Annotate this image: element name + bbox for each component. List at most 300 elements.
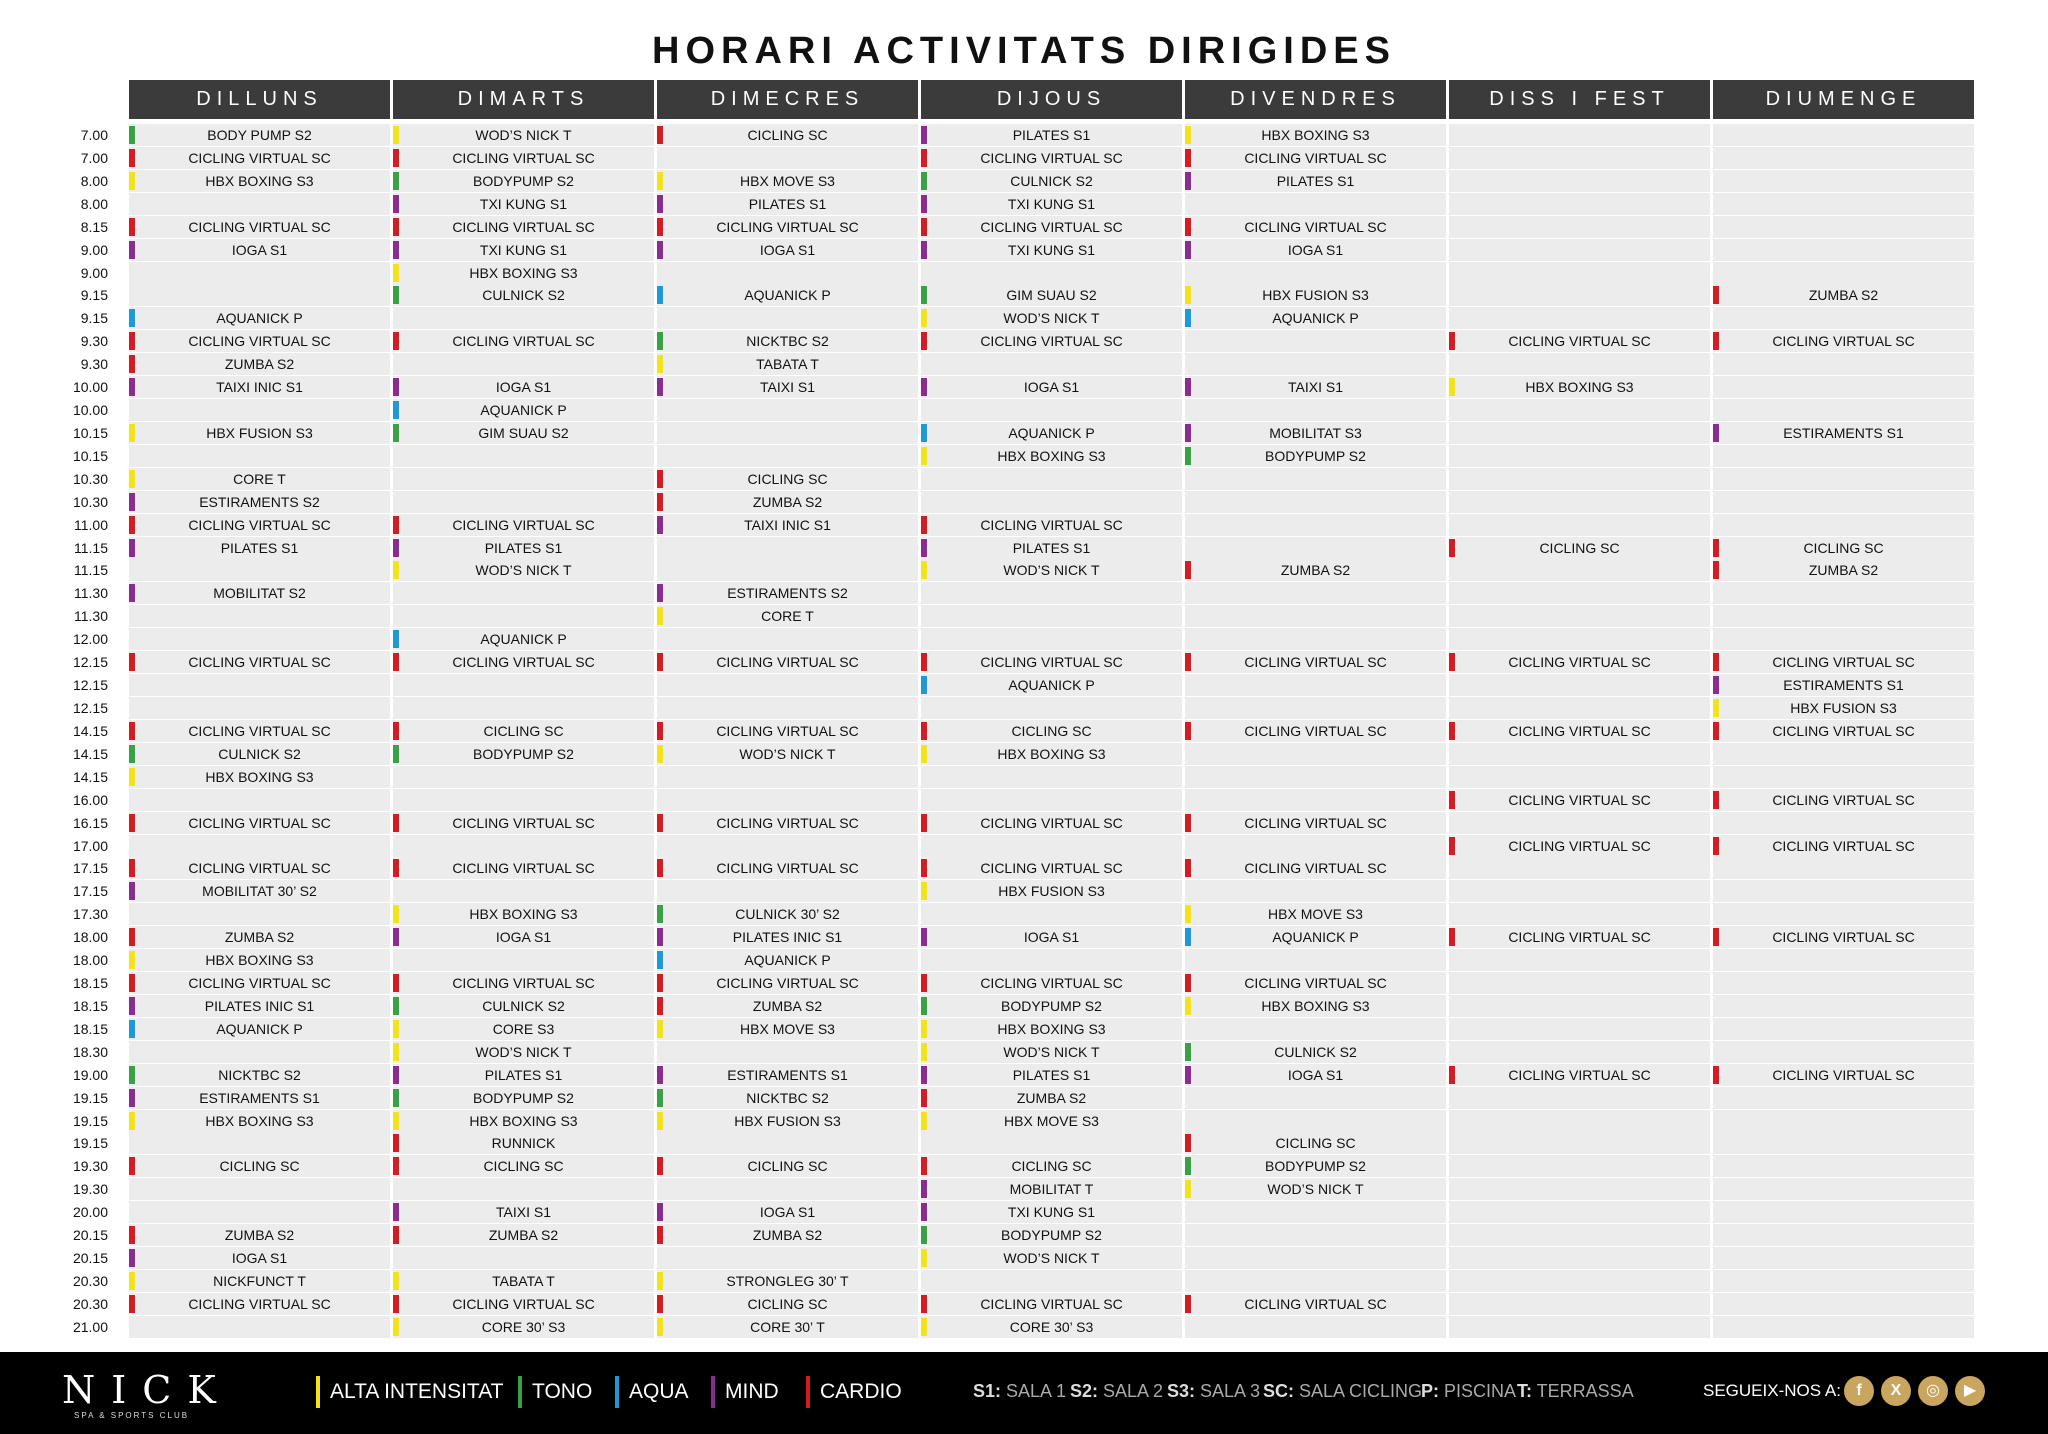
empty-cell bbox=[921, 399, 1182, 421]
activity-label: CICLING VIRTUAL SC bbox=[1508, 791, 1651, 808]
empty-cell bbox=[1449, 1155, 1710, 1177]
schedule-cell bbox=[129, 880, 390, 902]
activity-label: CICLING VIRTUAL SC bbox=[452, 149, 595, 166]
activity-label: CICLING VIRTUAL SC bbox=[716, 860, 859, 877]
empty-cell bbox=[1713, 262, 1974, 284]
activity-label: AQUANICK P bbox=[216, 1020, 303, 1037]
activity-label: AQUANICK P bbox=[744, 952, 831, 969]
empty-cell bbox=[921, 1132, 1182, 1154]
activity-label: CULNICK 30’ S2 bbox=[735, 906, 840, 923]
activity-label: CICLING VIRTUAL SC bbox=[1772, 722, 1915, 739]
activity-label: CORE 30’ S3 bbox=[481, 1318, 566, 1335]
time-label: 20.00 bbox=[72, 1204, 108, 1221]
empty-cell bbox=[1713, 972, 1974, 994]
empty-cell bbox=[1449, 766, 1710, 788]
activity-label: HBX FUSION S3 bbox=[998, 883, 1105, 900]
empty-cell bbox=[1449, 170, 1710, 192]
activity-label: PILATES S1 bbox=[1012, 1066, 1091, 1083]
schedule-cell bbox=[1185, 376, 1446, 398]
empty-cell bbox=[921, 582, 1182, 604]
activity-label: CICLING SC bbox=[1011, 1158, 1092, 1175]
activity-label: MOBILITAT S3 bbox=[1269, 424, 1362, 441]
activity-label: CORE 30’ S3 bbox=[1009, 1318, 1094, 1335]
empty-cell bbox=[1713, 1293, 1974, 1315]
empty-cell bbox=[921, 628, 1182, 650]
activity-label: CICLING VIRTUAL SC bbox=[1772, 333, 1915, 350]
empty-cell bbox=[657, 262, 918, 284]
schedule-cell bbox=[129, 926, 390, 948]
empty-cell bbox=[1449, 353, 1710, 375]
schedule-cell bbox=[657, 124, 918, 146]
activity-label: CICLING VIRTUAL SC bbox=[716, 814, 859, 831]
schedule-cell bbox=[657, 239, 918, 261]
empty-cell bbox=[1449, 1270, 1710, 1292]
legend-item bbox=[615, 1375, 689, 1409]
activity-label: HBX BOXING S3 bbox=[205, 952, 314, 969]
empty-cell bbox=[1713, 147, 1974, 169]
legend-label: MIND bbox=[725, 1380, 779, 1403]
activity-label: HBX FUSION S3 bbox=[1262, 287, 1369, 304]
activity-label: CICLING SC bbox=[1539, 539, 1620, 556]
empty-cell bbox=[1713, 1316, 1974, 1338]
activity-label: CULNICK S2 bbox=[482, 997, 565, 1014]
schedule-cell bbox=[657, 1316, 918, 1338]
schedule-cell bbox=[1185, 307, 1446, 329]
schedule-cell bbox=[129, 1155, 390, 1177]
empty-cell bbox=[1185, 537, 1446, 559]
empty-cell bbox=[921, 766, 1182, 788]
activity-label: TXI KUNG S1 bbox=[1007, 195, 1096, 212]
schedule-cell bbox=[393, 972, 654, 994]
schedule-cell bbox=[129, 1270, 390, 1292]
schedule-cell bbox=[129, 537, 390, 559]
legend-color-bar bbox=[316, 1376, 320, 1408]
schedule-cell bbox=[1449, 926, 1710, 948]
instagram-icon[interactable]: ◎ bbox=[1918, 1376, 1948, 1406]
day-header-diumenge: DIUMENGE bbox=[1713, 80, 1974, 119]
empty-cell bbox=[657, 559, 918, 581]
schedule-cell bbox=[393, 1201, 654, 1223]
time-label: 9.30 bbox=[80, 356, 108, 373]
time-label: 10.00 bbox=[72, 402, 108, 419]
activity-label: CICLING SC bbox=[747, 127, 828, 143]
schedule-cell bbox=[921, 1018, 1182, 1040]
schedule-cell bbox=[657, 972, 918, 994]
activity-label: CORE 30’ T bbox=[750, 1318, 825, 1335]
activity-label: BODYPUMP S2 bbox=[1001, 997, 1102, 1014]
time-label: 8.15 bbox=[80, 218, 108, 235]
activity-label: WOD’S NICK T bbox=[739, 745, 836, 762]
schedule-cell bbox=[921, 812, 1182, 834]
time-label: 18.15 bbox=[72, 975, 108, 992]
schedule-cell bbox=[921, 972, 1182, 994]
activity-label: BODYPUMP S2 bbox=[473, 1089, 574, 1106]
time-label: 18.15 bbox=[72, 997, 108, 1014]
empty-cell bbox=[657, 1247, 918, 1269]
empty-cell bbox=[1449, 1224, 1710, 1246]
schedule-cell bbox=[921, 1064, 1182, 1086]
empty-cell bbox=[1713, 445, 1974, 467]
schedule-cell bbox=[657, 903, 918, 925]
legend-item bbox=[316, 1375, 503, 1409]
schedule-cell bbox=[393, 193, 654, 215]
empty-cell bbox=[1713, 766, 1974, 788]
activity-label: CICLING VIRTUAL SC bbox=[188, 722, 331, 739]
activity-label: CICLING VIRTUAL SC bbox=[452, 333, 595, 350]
activity-label: CICLING VIRTUAL SC bbox=[188, 654, 331, 671]
time-label: 16.00 bbox=[72, 791, 108, 808]
empty-cell bbox=[129, 1132, 390, 1154]
legend-label: AQUA bbox=[629, 1380, 689, 1403]
activity-label: ZUMBA S2 bbox=[752, 997, 823, 1014]
activity-label: CICLING VIRTUAL SC bbox=[1508, 722, 1651, 739]
time-label: 8.00 bbox=[80, 195, 108, 212]
time-label: 12.00 bbox=[72, 631, 108, 648]
activity-label: CICLING SC bbox=[219, 1158, 300, 1175]
schedule-cell bbox=[1185, 445, 1446, 467]
schedule-cell bbox=[657, 330, 918, 352]
schedule-cell bbox=[129, 514, 390, 536]
schedule-cell bbox=[1185, 147, 1446, 169]
schedule-cell bbox=[1713, 926, 1974, 948]
empty-cell bbox=[393, 880, 654, 902]
schedule-cell bbox=[921, 193, 1182, 215]
empty-cell bbox=[1449, 307, 1710, 329]
activity-label: HBX BOXING S3 bbox=[469, 264, 578, 281]
schedule-cell bbox=[393, 628, 654, 650]
empty-cell bbox=[1449, 949, 1710, 971]
schedule-cell bbox=[1185, 1132, 1446, 1154]
schedule-cell bbox=[921, 880, 1182, 902]
empty-cell bbox=[1185, 674, 1446, 696]
activity-label: ZUMBA S2 bbox=[224, 929, 295, 946]
empty-cell bbox=[1713, 1155, 1974, 1177]
activity-label: AQUANICK P bbox=[480, 631, 567, 648]
activity-label: TXI KUNG S1 bbox=[1007, 241, 1096, 258]
schedule-cell bbox=[657, 720, 918, 742]
empty-cell bbox=[921, 949, 1182, 971]
activity-label: ESTIRAMENTS S1 bbox=[199, 1089, 320, 1106]
time-label: 9.15 bbox=[80, 310, 108, 327]
activity-label: CICLING VIRTUAL SC bbox=[1244, 814, 1387, 831]
empty-cell bbox=[129, 559, 390, 581]
activity-label: TAIXI INIC S1 bbox=[744, 516, 831, 533]
schedule-cell bbox=[657, 857, 918, 879]
empty-cell bbox=[1185, 1270, 1446, 1292]
empty-cell bbox=[129, 628, 390, 650]
time-label: 14.15 bbox=[72, 722, 108, 739]
empty-cell bbox=[657, 307, 918, 329]
schedule-cell bbox=[657, 353, 918, 375]
empty-cell bbox=[657, 766, 918, 788]
schedule-cell bbox=[1713, 284, 1974, 306]
schedule-cell bbox=[657, 1293, 918, 1315]
schedule-cell bbox=[921, 857, 1182, 879]
room-abbreviation bbox=[1263, 1381, 1422, 1402]
activity-label: HBX BOXING S3 bbox=[1261, 997, 1370, 1014]
empty-cell bbox=[129, 445, 390, 467]
schedule-cell bbox=[129, 124, 390, 146]
activity-label: AQUANICK P bbox=[216, 310, 303, 327]
time-label: 20.30 bbox=[72, 1295, 108, 1312]
legend-color-bar bbox=[518, 1376, 522, 1408]
empty-cell bbox=[1713, 628, 1974, 650]
schedule-cell bbox=[921, 1087, 1182, 1109]
schedule-cell bbox=[393, 239, 654, 261]
activity-label: ESTIRAMENTS S1 bbox=[1783, 677, 1904, 694]
schedule-cell bbox=[393, 1224, 654, 1246]
schedule-cell bbox=[657, 605, 918, 627]
empty-cell bbox=[1449, 1316, 1710, 1338]
activity-label: PILATES S1 bbox=[1012, 539, 1091, 556]
day-header-dilluns: DILLUNS bbox=[129, 80, 390, 119]
empty-cell bbox=[657, 399, 918, 421]
schedule-cell bbox=[921, 284, 1182, 306]
empty-cell bbox=[1449, 1293, 1710, 1315]
empty-cell bbox=[1449, 972, 1710, 994]
legend-label: CARDIO bbox=[820, 1380, 902, 1403]
activity-label: CICLING VIRTUAL SC bbox=[452, 516, 595, 533]
schedule-cell bbox=[921, 1155, 1182, 1177]
activity-label: PILATES S1 bbox=[220, 539, 299, 556]
activity-label: PILATES S1 bbox=[1012, 127, 1091, 143]
activity-label: IOGA S1 bbox=[231, 241, 288, 258]
schedule-cell bbox=[129, 1293, 390, 1315]
empty-cell bbox=[393, 789, 654, 811]
time-label: 11.15 bbox=[74, 562, 108, 579]
empty-cell bbox=[1713, 605, 1974, 627]
time-label: 18.00 bbox=[72, 952, 108, 969]
activity-label: ZUMBA S2 bbox=[1808, 562, 1879, 579]
activity-label: RUNNICK bbox=[491, 1135, 556, 1152]
time-label: 10.15 bbox=[72, 424, 108, 441]
activity-label: TAIXI INIC S1 bbox=[216, 379, 303, 396]
schedule-cell bbox=[1449, 330, 1710, 352]
empty-cell bbox=[1713, 491, 1974, 513]
schedule-cell bbox=[393, 995, 654, 1017]
empty-cell bbox=[1449, 262, 1710, 284]
time-label: 12.15 bbox=[72, 677, 108, 694]
empty-cell bbox=[1713, 1247, 1974, 1269]
schedule-cell bbox=[1185, 1293, 1446, 1315]
empty-cell bbox=[1449, 1201, 1710, 1223]
activity-label: CICLING SC bbox=[1803, 539, 1884, 556]
activity-label: CICLING VIRTUAL SC bbox=[980, 860, 1123, 877]
activity-label: CICLING VIRTUAL SC bbox=[1244, 1295, 1387, 1312]
schedule-cell bbox=[1449, 537, 1710, 559]
empty-cell bbox=[1713, 880, 1974, 902]
activity-label: WOD’S NICK T bbox=[1003, 562, 1100, 579]
schedule-cell bbox=[921, 537, 1182, 559]
activity-label: CICLING VIRTUAL SC bbox=[1244, 218, 1387, 235]
activity-label: BODYPUMP S2 bbox=[473, 172, 574, 189]
legend-item bbox=[711, 1375, 779, 1409]
day-header-dimecres: DIMECRES bbox=[657, 80, 918, 119]
schedule-cell bbox=[393, 124, 654, 146]
empty-cell bbox=[1713, 170, 1974, 192]
time-label: 9.00 bbox=[80, 241, 108, 258]
empty-cell bbox=[1449, 1041, 1710, 1063]
empty-cell bbox=[1449, 1087, 1710, 1109]
activity-label: CICLING SC bbox=[747, 1158, 828, 1175]
schedule-cell bbox=[1713, 559, 1974, 581]
empty-cell bbox=[1449, 284, 1710, 306]
activity-label: ZUMBA S2 bbox=[752, 493, 823, 510]
schedule-cell bbox=[1713, 789, 1974, 811]
schedule-cell bbox=[393, 422, 654, 444]
schedule-cell bbox=[393, 720, 654, 742]
empty-cell bbox=[1185, 949, 1446, 971]
empty-cell bbox=[1449, 193, 1710, 215]
activity-label: PILATES S1 bbox=[748, 195, 827, 212]
activity-label: PILATES INIC S1 bbox=[732, 929, 843, 946]
empty-cell bbox=[1713, 193, 1974, 215]
schedule-cell bbox=[657, 949, 918, 971]
activity-label: ZUMBA S2 bbox=[488, 1227, 559, 1244]
schedule-cell bbox=[1185, 216, 1446, 238]
empty-cell bbox=[1449, 147, 1710, 169]
empty-cell bbox=[657, 697, 918, 719]
schedule-cell bbox=[393, 376, 654, 398]
room-name: PISCINA bbox=[1439, 1381, 1517, 1401]
schedule-cell bbox=[1185, 857, 1446, 879]
activity-label: ESTIRAMENTS S2 bbox=[727, 585, 848, 602]
schedule-cell bbox=[1185, 1178, 1446, 1200]
empty-cell bbox=[1449, 1247, 1710, 1269]
empty-cell bbox=[1185, 1110, 1446, 1132]
activity-label: CICLING VIRTUAL SC bbox=[1244, 654, 1387, 671]
activity-label: HBX MOVE S3 bbox=[1004, 1112, 1099, 1129]
empty-cell bbox=[1713, 1178, 1974, 1200]
activity-label: BODYPUMP S2 bbox=[1265, 447, 1366, 464]
activity-label: PILATES S1 bbox=[484, 539, 563, 556]
schedule-cell bbox=[921, 422, 1182, 444]
activity-label: CICLING VIRTUAL SC bbox=[980, 1295, 1123, 1312]
schedule-cell bbox=[657, 1110, 918, 1132]
empty-cell bbox=[1185, 835, 1446, 857]
empty-cell bbox=[129, 1178, 390, 1200]
schedule-cell bbox=[393, 1087, 654, 1109]
activity-label: HBX BOXING S3 bbox=[997, 447, 1106, 464]
schedule-cell bbox=[1185, 651, 1446, 673]
schedule-cell bbox=[657, 995, 918, 1017]
time-label: 7.00 bbox=[80, 149, 108, 166]
time-label: 19.15 bbox=[72, 1089, 108, 1106]
activity-label: CICLING VIRTUAL SC bbox=[1772, 1066, 1915, 1083]
schedule-cell bbox=[129, 972, 390, 994]
follow-us-label: SEGUEIX-NOS A: bbox=[1703, 1381, 1841, 1400]
empty-cell bbox=[1185, 468, 1446, 490]
empty-cell bbox=[1449, 1110, 1710, 1132]
activity-label: CICLING VIRTUAL SC bbox=[716, 975, 859, 992]
room-name: SALA 2 bbox=[1098, 1381, 1164, 1401]
schedule-cell bbox=[393, 284, 654, 306]
empty-cell bbox=[921, 789, 1182, 811]
empty-cell bbox=[1185, 1201, 1446, 1223]
empty-cell bbox=[1185, 628, 1446, 650]
empty-cell bbox=[1185, 605, 1446, 627]
schedule-cell bbox=[1713, 835, 1974, 857]
activity-label: HBX BOXING S3 bbox=[1261, 127, 1370, 143]
activity-label: HBX BOXING S3 bbox=[469, 1112, 578, 1129]
schedule-cell bbox=[1185, 720, 1446, 742]
empty-cell bbox=[1713, 468, 1974, 490]
activity-label: BODYPUMP S2 bbox=[1001, 1227, 1102, 1244]
empty-cell bbox=[657, 1178, 918, 1200]
time-label: 20.30 bbox=[72, 1273, 108, 1289]
empty-cell bbox=[129, 697, 390, 719]
schedule-cell bbox=[1185, 124, 1446, 146]
activity-label: NICKTBC S2 bbox=[746, 1089, 829, 1106]
activity-label: CICLING SC bbox=[1275, 1135, 1356, 1152]
empty-cell bbox=[1713, 1018, 1974, 1040]
activity-label: BODYPUMP S2 bbox=[1265, 1158, 1366, 1175]
empty-cell bbox=[393, 949, 654, 971]
activity-label: CICLING SC bbox=[483, 1158, 564, 1175]
activity-label: HBX BOXING S3 bbox=[997, 745, 1106, 762]
activity-label: CICLING VIRTUAL SC bbox=[1244, 975, 1387, 992]
empty-cell bbox=[1713, 582, 1974, 604]
activity-label: AQUANICK P bbox=[480, 402, 567, 419]
activity-label: CICLING VIRTUAL SC bbox=[452, 1295, 595, 1312]
schedule-cell bbox=[129, 216, 390, 238]
empty-cell bbox=[1185, 1316, 1446, 1338]
empty-cell bbox=[921, 262, 1182, 284]
schedule-cell bbox=[129, 1064, 390, 1086]
empty-cell bbox=[1449, 628, 1710, 650]
time-label: 19.15 bbox=[72, 1135, 108, 1152]
time-label: 11.30 bbox=[74, 585, 108, 602]
youtube-icon[interactable]: ▶ bbox=[1955, 1376, 1985, 1406]
schedule-cell bbox=[129, 1247, 390, 1269]
activity-label: HBX BOXING S3 bbox=[205, 172, 314, 189]
activity-label: CICLING VIRTUAL SC bbox=[1772, 654, 1915, 671]
empty-cell bbox=[1449, 903, 1710, 925]
room-abbreviation bbox=[1517, 1381, 1634, 1402]
activity-label: CICLING VIRTUAL SC bbox=[188, 333, 331, 350]
schedule-cell bbox=[129, 812, 390, 834]
activity-label: CICLING VIRTUAL SC bbox=[980, 516, 1123, 533]
activity-label: CULNICK S2 bbox=[218, 745, 301, 762]
activity-label: ZUMBA S2 bbox=[752, 1227, 823, 1244]
empty-cell bbox=[393, 445, 654, 467]
time-label: 19.00 bbox=[72, 1066, 108, 1083]
schedule-cell bbox=[921, 1316, 1182, 1338]
schedule-cell bbox=[657, 1201, 918, 1223]
time-label: 20.15 bbox=[72, 1250, 108, 1267]
time-label: 12.15 bbox=[72, 654, 108, 671]
schedule-cell bbox=[921, 1041, 1182, 1063]
empty-cell bbox=[1713, 1270, 1974, 1292]
activity-label: NICKTBC S2 bbox=[746, 333, 829, 350]
room-name: SALA 3 bbox=[1195, 1381, 1261, 1401]
activity-label: ZUMBA S2 bbox=[1808, 287, 1879, 304]
activity-label: TABATA T bbox=[756, 356, 819, 373]
empty-cell bbox=[921, 835, 1182, 857]
activity-label: CICLING VIRTUAL SC bbox=[452, 654, 595, 671]
x-icon[interactable]: X bbox=[1881, 1376, 1911, 1406]
facebook-icon[interactable]: f bbox=[1844, 1376, 1874, 1406]
activity-label: NICKTBC S2 bbox=[218, 1066, 301, 1083]
schedule-cell bbox=[657, 743, 918, 765]
empty-cell bbox=[657, 422, 918, 444]
schedule-cell bbox=[1449, 376, 1710, 398]
schedule-cell bbox=[129, 766, 390, 788]
activity-label: CICLING VIRTUAL SC bbox=[188, 149, 331, 166]
empty-cell bbox=[1449, 697, 1710, 719]
empty-cell bbox=[921, 468, 1182, 490]
schedule-cell bbox=[1185, 422, 1446, 444]
